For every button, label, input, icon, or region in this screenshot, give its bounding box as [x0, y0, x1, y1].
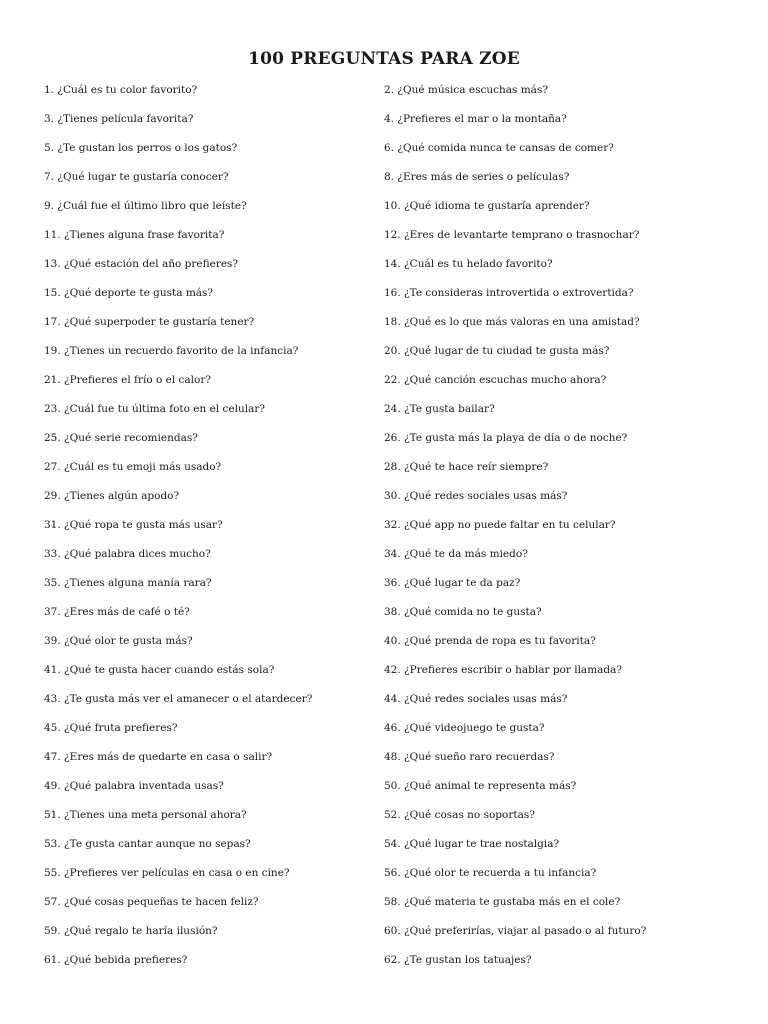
question-item: 48. ¿Qué sueño raro recuerdas?: [384, 751, 555, 763]
question-item: 51. ¿Tienes una meta personal ahora?: [44, 809, 247, 821]
question-item: 29. ¿Tienes algún apodo?: [44, 490, 180, 502]
question-item: 49. ¿Qué palabra inventada usas?: [44, 780, 224, 792]
question-item: 18. ¿Qué es lo que más valoras en una amistad?: [384, 316, 640, 328]
question-item: 55. ¿Prefieres ver películas en casa o en cine?: [44, 867, 290, 879]
question-item: 47. ¿Eres más de quedarte en casa o salir?: [44, 751, 273, 763]
question-item: 52. ¿Qué cosas no soportas?: [384, 809, 535, 821]
question-item: 35. ¿Tienes alguna manía rara?: [44, 577, 212, 589]
question-item: 6. ¿Qué comida nunca te cansas de comer?: [384, 142, 614, 154]
question-item: 36. ¿Qué lugar te da paz?: [384, 577, 521, 589]
question-item: 12. ¿Eres de levantarte temprano o trasnochar?: [384, 229, 640, 241]
question-item: 39. ¿Qué olor te gusta más?: [44, 635, 193, 647]
question-item: 31. ¿Qué ropa te gusta más usar?: [44, 519, 223, 531]
question-item: 56. ¿Qué olor te recuerda a tu infancia?: [384, 867, 597, 879]
question-item: 10. ¿Qué idioma te gustaría aprender?: [384, 200, 590, 212]
question-item: 42. ¿Prefieres escribir o hablar por llamada?: [384, 664, 623, 676]
question-item: 54. ¿Qué lugar te trae nostalgia?: [384, 838, 560, 850]
question-item: 60. ¿Qué preferirías, viajar al pasado o al futuro?: [384, 925, 647, 937]
document-title: 100 PREGUNTAS PARA ZOE: [248, 49, 520, 69]
question-item: 5. ¿Te gustan los perros o los gatos?: [44, 142, 238, 154]
question-item: 40. ¿Qué prenda de ropa es tu favorita?: [384, 635, 596, 647]
question-item: 22. ¿Qué canción escuchas mucho ahora?: [384, 374, 607, 386]
question-item: 23. ¿Cuál fue tu última foto en el celular?: [44, 403, 265, 415]
question-item: 45. ¿Qué fruta prefieres?: [44, 722, 178, 734]
question-item: 50. ¿Qué animal te representa más?: [384, 780, 577, 792]
question-item: 2. ¿Qué música escuchas más?: [384, 84, 548, 96]
question-item: 53. ¿Te gusta cantar aunque no sepas?: [44, 838, 251, 850]
question-item: 20. ¿Qué lugar de tu ciudad te gusta más?: [384, 345, 610, 357]
question-item: 58. ¿Qué materia te gustaba más en el cole?: [384, 896, 621, 908]
question-item: 57. ¿Qué cosas pequeñas te hacen feliz?: [44, 896, 259, 908]
question-item: 43. ¿Te gusta más ver el amanecer o el atardecer?: [44, 693, 313, 705]
question-item: 13. ¿Qué estación del año prefieres?: [44, 258, 239, 270]
question-item: 1. ¿Cuál es tu color favorito?: [44, 84, 198, 96]
question-item: 30. ¿Qué redes sociales usas más?: [384, 490, 568, 502]
question-item: 44. ¿Qué redes sociales usas más?: [384, 693, 568, 705]
question-item: 11. ¿Tienes alguna frase favorita?: [44, 229, 225, 241]
question-item: 26. ¿Te gusta más la playa de día o de noche?: [384, 432, 628, 444]
question-item: 7. ¿Qué lugar te gustaría conocer?: [44, 171, 229, 183]
question-item: 9. ¿Cuál fue el último libro que leíste?: [44, 200, 247, 212]
question-item: 41. ¿Qué te gusta hacer cuando estás sola?: [44, 664, 275, 676]
question-item: 21. ¿Prefieres el frío o el calor?: [44, 374, 212, 386]
question-item: 62. ¿Te gustan los tatuajes?: [384, 954, 532, 966]
question-item: 3. ¿Tienes película favorita?: [44, 113, 194, 125]
question-item: 37. ¿Eres más de café o té?: [44, 606, 190, 618]
question-item: 61. ¿Qué bebida prefieres?: [44, 954, 188, 966]
question-item: 33. ¿Qué palabra dices mucho?: [44, 548, 211, 560]
question-item: 8. ¿Eres más de series o películas?: [384, 171, 570, 183]
question-item: 38. ¿Qué comida no te gusta?: [384, 606, 542, 618]
question-item: 19. ¿Tienes un recuerdo favorito de la infancia?: [44, 345, 299, 357]
questions-list: [44, 80, 744, 979]
question-item: 16. ¿Te consideras introvertida o extrovertida?: [384, 287, 634, 299]
question-item: 59. ¿Qué regalo te haría ilusión?: [44, 925, 218, 937]
question-item: 34. ¿Qué te da más miedo?: [384, 548, 528, 560]
question-item: 4. ¿Prefieres el mar o la montaña?: [384, 113, 567, 125]
question-item: 14. ¿Cuál es tu helado favorito?: [384, 258, 553, 270]
question-item: 17. ¿Qué superpoder te gustaría tener?: [44, 316, 255, 328]
question-item: 46. ¿Qué videojuego te gusta?: [384, 722, 545, 734]
question-item: 25. ¿Qué serie recomiendas?: [44, 432, 198, 444]
question-item: 28. ¿Qué te hace reír siempre?: [384, 461, 549, 473]
question-item: 24. ¿Te gusta bailar?: [384, 403, 495, 415]
question-item: 32. ¿Qué app no puede faltar en tu celular?: [384, 519, 616, 531]
question-item: 15. ¿Qué deporte te gusta más?: [44, 287, 214, 299]
question-item: 27. ¿Cuál es tu emoji más usado?: [44, 461, 222, 473]
